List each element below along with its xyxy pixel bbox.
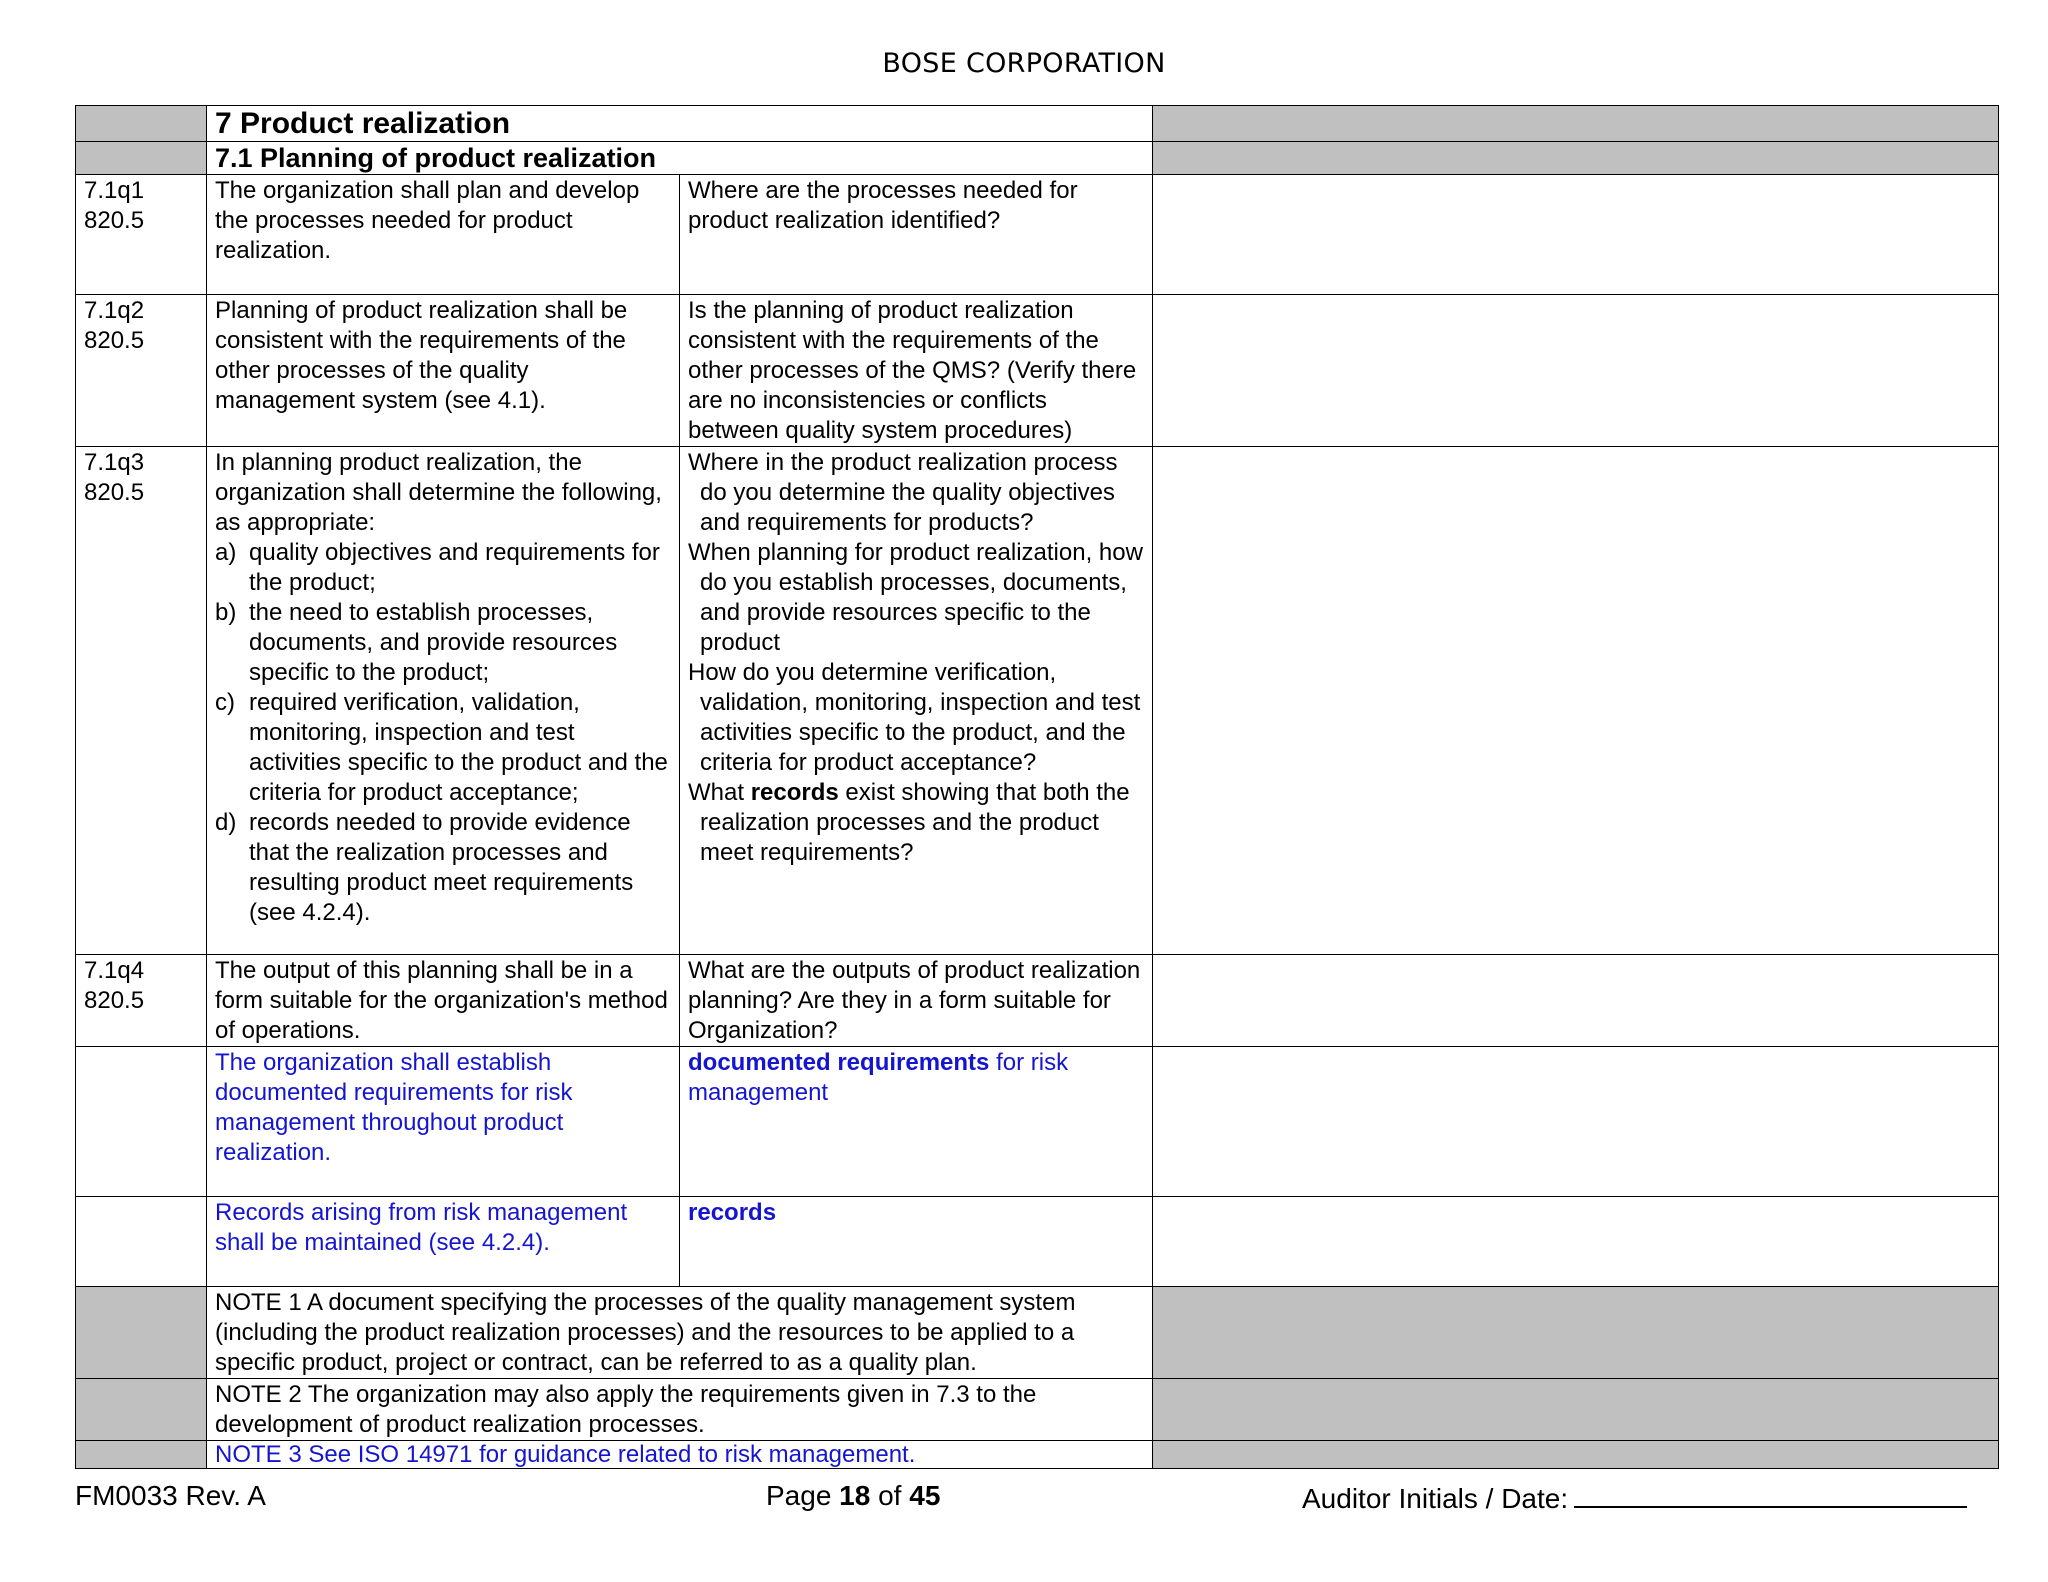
form-id: FM0033 Rev. A <box>75 1480 266 1511</box>
question-cell: records <box>680 1197 1153 1287</box>
question-cell: What are the outputs of product realization planning? Are they in a form suitable for Organization? <box>680 955 1153 1047</box>
clause-id: 7.1q2 <box>84 297 145 324</box>
list-item: c) required verification, validation, monitoring, inspection and test activities specific to the product and the criteria for product acceptance; <box>215 689 668 806</box>
notes-cell-gray <box>1153 1287 1999 1379</box>
table-row <box>76 955 1999 1047</box>
clause-ref: 820.5 <box>84 327 145 354</box>
clause-id: 7.1q4 <box>84 957 145 984</box>
question-cell: documented requirements for risk management <box>680 1047 1153 1197</box>
note-text: NOTE 1 A document specifying the processes of the quality management system (including the product realization processes) and the resources to be applied to a specific product, project or contract, can be referred to as a quality plan. <box>207 1287 1153 1379</box>
clause-id-cell <box>76 955 207 1047</box>
requirement-cell: Records arising from risk management shall be maintained (see 4.2.4). <box>207 1197 680 1287</box>
auditor-notes-cell[interactable] <box>1153 175 1999 295</box>
notes-cell-gray <box>1153 1441 1999 1469</box>
subsection-title-cell <box>207 142 1153 175</box>
auditor-notes-cell[interactable] <box>1153 955 1999 1047</box>
auditor-notes-cell[interactable] <box>1153 295 1999 447</box>
requirement-cell: The output of this planning shall be in a form suitable for the organization's method of operations. <box>207 955 680 1047</box>
auditor-notes-cell[interactable] <box>1153 447 1999 955</box>
table-row <box>76 175 1999 295</box>
page-number: Page 18 of 45 <box>766 1480 941 1511</box>
notes-cell-gray <box>1153 1379 1999 1441</box>
section-title: 7 Product realization <box>215 107 511 140</box>
question-item: What records exist showing that both the realization processes and the product meet requirements? <box>688 779 1130 866</box>
requirement-cell: Planning of product realization shall be consistent with the requirements of the other processes of the quality management system (see 4.1). <box>207 295 680 447</box>
table-row <box>76 1047 1999 1197</box>
list-item: d) records needed to provide evidence that the realization processes and resulting product meet requirements (see 4.2.4). <box>215 809 634 926</box>
question-item: How do you determine verification, validation, monitoring, inspection and test activities specific to the product, and the criteria for product acceptance? <box>688 659 1141 776</box>
subsection-header-row <box>76 142 1999 175</box>
question-item: Where in the product realization process do you determine the quality objectives and requirements for products? <box>688 449 1118 536</box>
note-row <box>76 1379 1999 1441</box>
id-cell-blank <box>76 1287 207 1379</box>
note-text: NOTE 3 See ISO 14971 for guidance related to risk management. <box>207 1441 1153 1469</box>
clause-ref: 820.5 <box>84 207 145 234</box>
auditor-notes-cell[interactable] <box>1153 1197 1999 1287</box>
question-item: When planning for product realization, how do you establish processes, documents, and provide resources specific to the product <box>688 539 1143 656</box>
clause-id: 7.1q3 <box>84 449 145 476</box>
note-text: NOTE 2 The organization may also apply the requirements given in 7.3 to the development of product realization processes. <box>207 1379 1153 1441</box>
clause-id-cell <box>76 295 207 447</box>
document-header: BOSE CORPORATION <box>882 48 1166 79</box>
note-row <box>76 1287 1999 1379</box>
notes-cell-gray <box>1153 142 1999 175</box>
notes-cell-gray <box>1153 106 1999 142</box>
auditor-label: Auditor Initials / Date: <box>1302 1483 1569 1514</box>
auditor-signature-line[interactable] <box>1574 1480 1967 1508</box>
clause-ref: 820.5 <box>84 479 145 506</box>
clause-id: 7.1q1 <box>84 177 145 204</box>
id-cell-blank <box>76 1379 207 1441</box>
clause-id-cell <box>76 175 207 295</box>
question-cell <box>680 447 1153 955</box>
clause-id-cell <box>76 447 207 955</box>
auditor-signoff <box>1302 1480 1967 1515</box>
audit-checklist-table <box>75 105 1999 1469</box>
requirement-cell: The organization shall plan and develop the processes needed for product realization. <box>207 175 680 295</box>
id-cell-blank <box>76 142 207 175</box>
clause-id-cell <box>76 1197 207 1287</box>
requirement-cell: The organization shall establish documented requirements for risk management throughout product realization. <box>207 1047 680 1197</box>
list-item: a) quality objectives and requirements for the product; <box>215 539 660 596</box>
section-header-row <box>76 106 1999 142</box>
question-cell: Is the planning of product realization consistent with the requirements of the other processes of the QMS? (Verify there are no inconsistencies or conflicts between quality system procedures) <box>680 295 1153 447</box>
list-item: b) the need to establish processes, documents, and provide resources specific to the product; <box>215 599 618 686</box>
id-cell-blank <box>76 1441 207 1469</box>
section-title-cell <box>207 106 1153 142</box>
requirement-list <box>215 538 671 928</box>
question-cell: Where are the processes needed for product realization identified? <box>680 175 1153 295</box>
id-cell-blank <box>76 106 207 142</box>
requirement-intro: In planning product realization, the organization shall determine the following, as appropriate: <box>215 449 662 536</box>
clause-id-cell <box>76 1047 207 1197</box>
clause-ref: 820.5 <box>84 987 145 1014</box>
table-row <box>76 447 1999 955</box>
table-row <box>76 1197 1999 1287</box>
requirement-cell <box>207 447 680 955</box>
subsection-title: 7.1 Planning of product realization <box>215 143 657 173</box>
auditor-notes-cell[interactable] <box>1153 1047 1999 1197</box>
note-row <box>76 1441 1999 1469</box>
table-row <box>76 295 1999 447</box>
